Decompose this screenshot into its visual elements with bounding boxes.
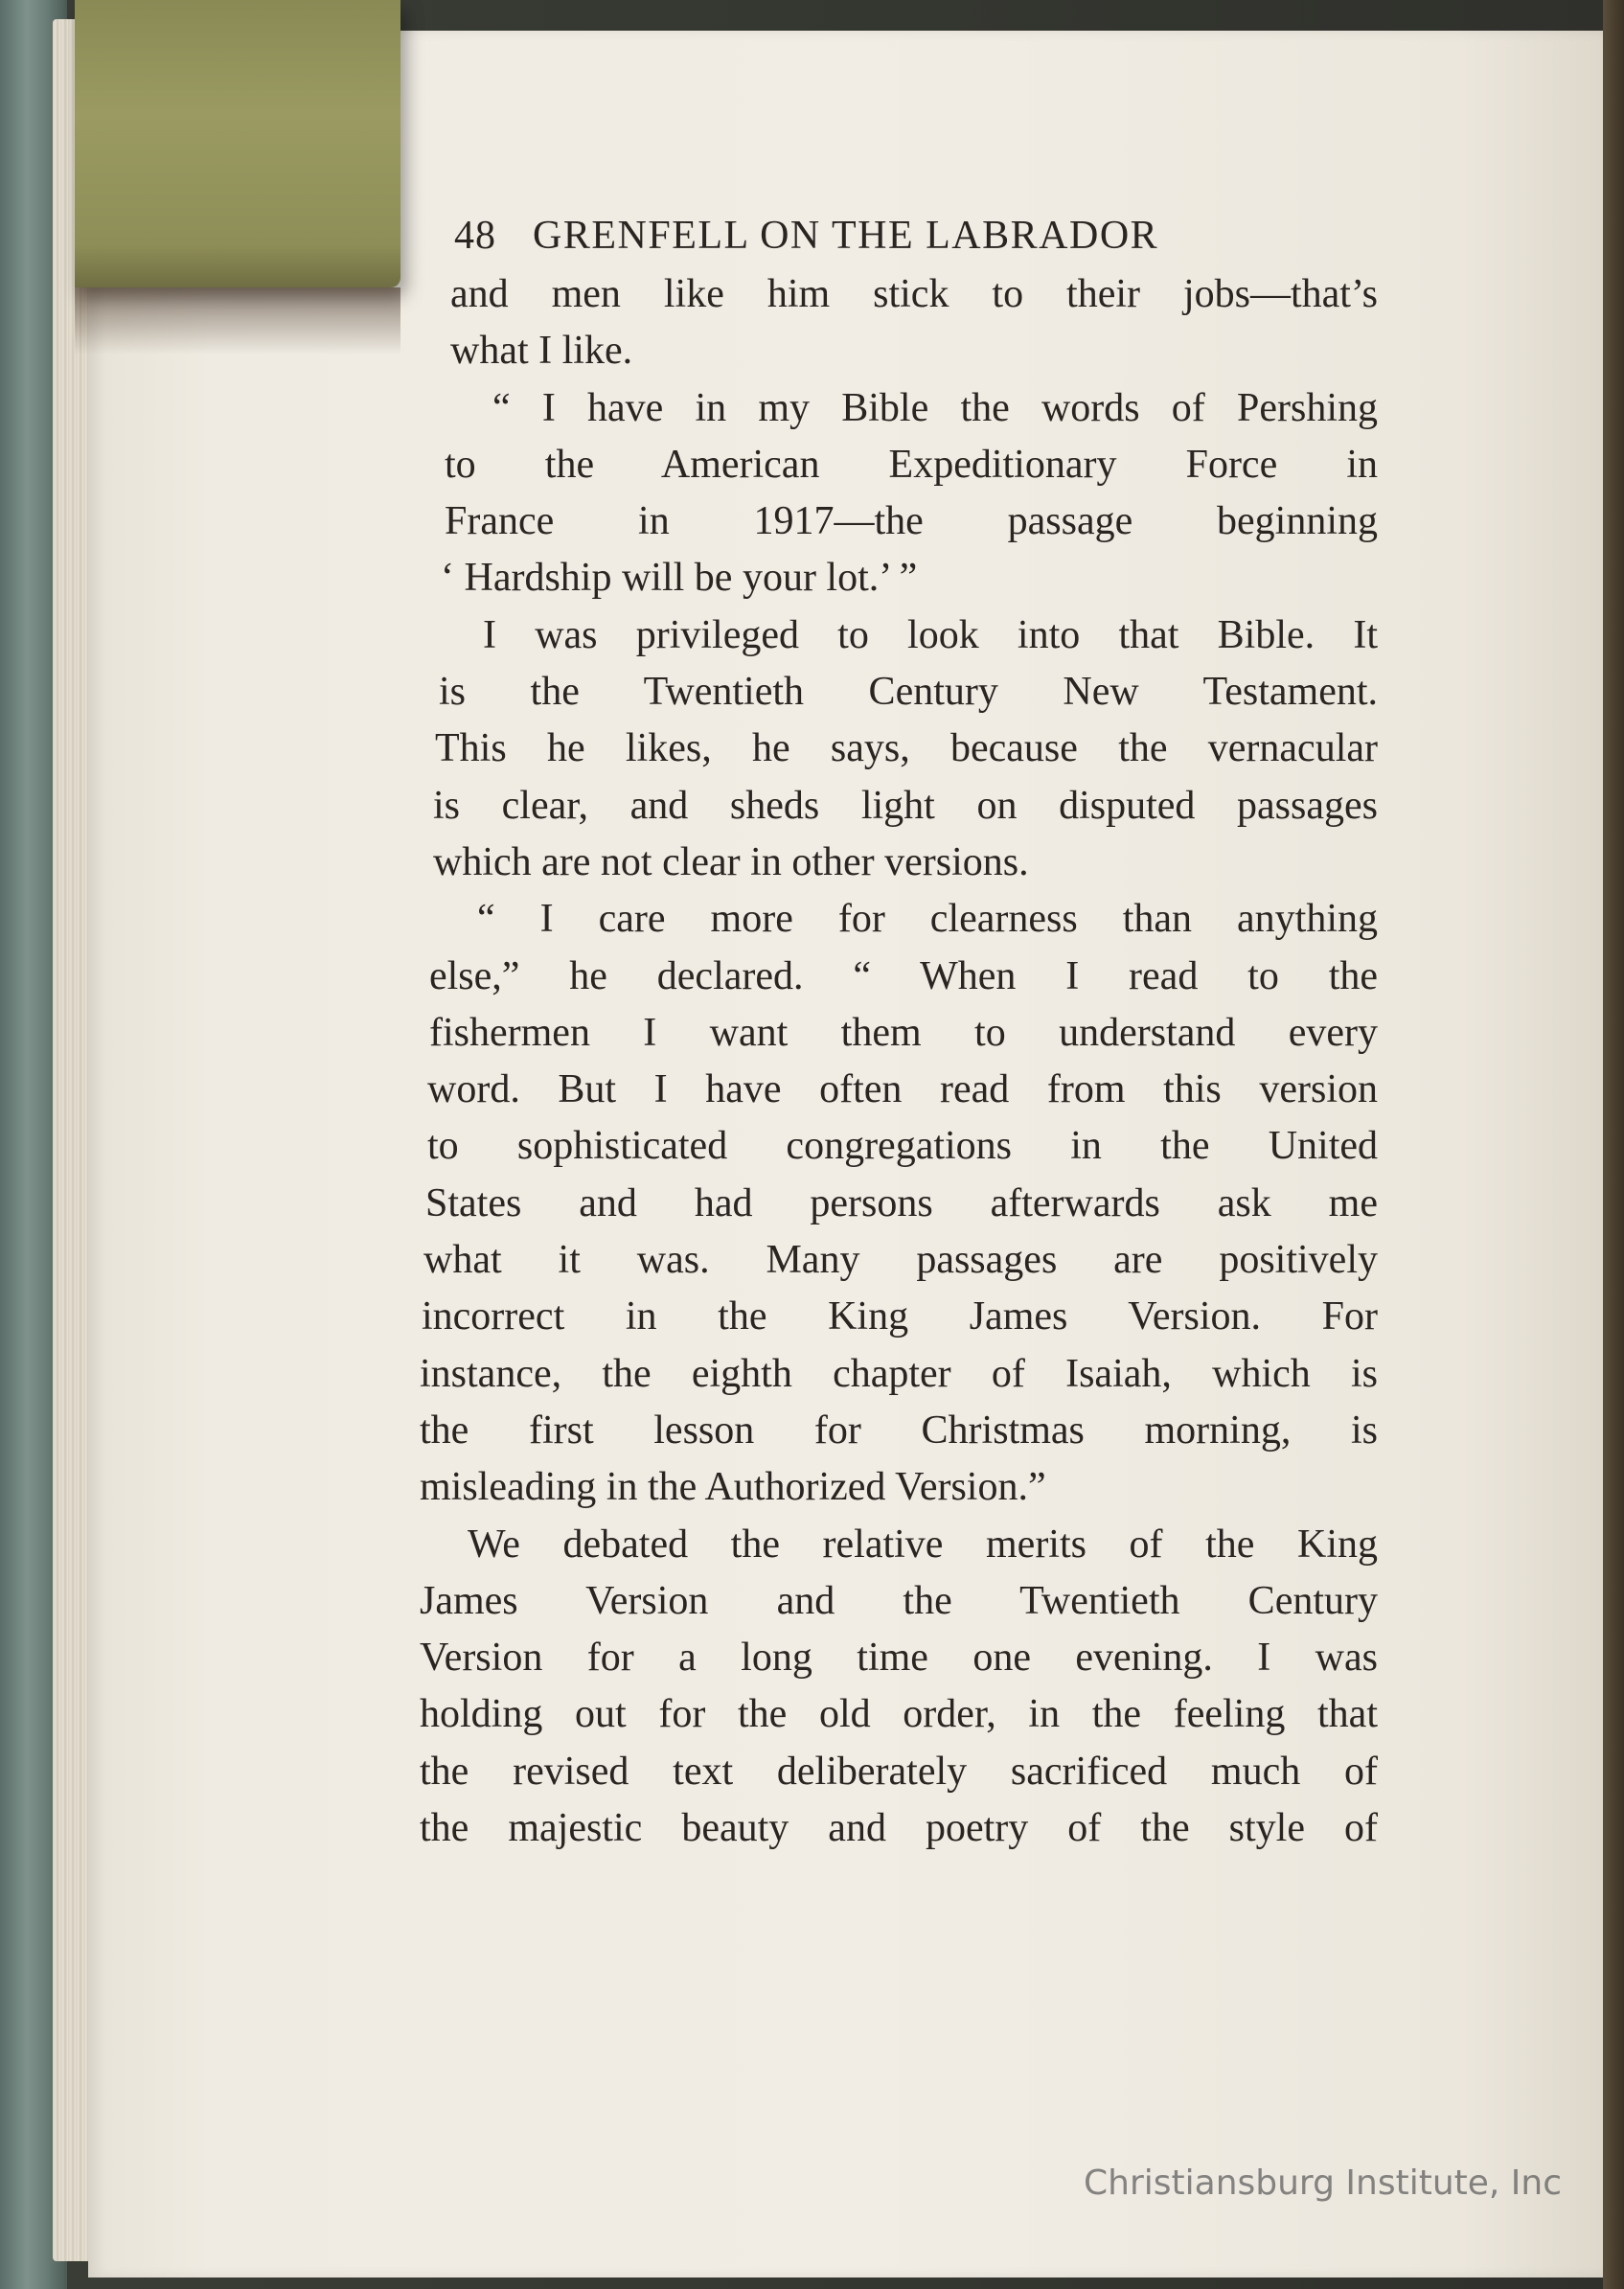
body-line: This he likes, he says, because the vernacular xyxy=(435,726,1378,771)
body-line: States and had persons afterwards ask me xyxy=(425,1180,1378,1225)
watermark-credit: Christiansburg Institute, Inc xyxy=(1084,2163,1563,2203)
body-line: I was privileged to look into that Bible. It xyxy=(483,612,1378,657)
body-line: incorrect in the King James Version. For xyxy=(422,1294,1378,1339)
body-line: “ I have in my Bible the words of Pershing xyxy=(492,385,1378,430)
body-line: James Version and the Twentieth Century xyxy=(420,1578,1378,1623)
body-line: else,” he declared. “ When I read to the xyxy=(429,953,1378,998)
body-line: to sophisticated congregations in the United xyxy=(427,1124,1378,1169)
body-line: instance, the eighth chapter of Isaiah, which is xyxy=(420,1351,1378,1396)
body-line: the revised text deliberately sacrificed much of xyxy=(420,1749,1378,1794)
body-line: France in 1917—the passage beginning xyxy=(445,499,1378,544)
body-line: to the American Expeditionary Force in xyxy=(445,442,1378,487)
page-number: 48 xyxy=(454,214,496,258)
body-line: what I like. xyxy=(450,329,633,374)
body-line: Version for a long time one evening. I was xyxy=(420,1636,1378,1681)
body-line: is the Twentieth Century New Testament. xyxy=(439,670,1378,715)
running-title: GRENFELL ON THE LABRADOR xyxy=(533,214,1159,258)
body-line: the first lesson for Christmas morning, is xyxy=(420,1408,1378,1453)
page-right-edge xyxy=(1603,0,1624,2289)
body-line: the majestic beauty and poetry of the style of xyxy=(420,1806,1378,1851)
body-line: fishermen I want them to understand every xyxy=(429,1010,1378,1055)
body-line: which are not clear in other versions. xyxy=(433,839,1029,884)
body-line: what it was. Many passages are positively xyxy=(423,1238,1378,1283)
page-text-block xyxy=(420,213,1378,1857)
body-line: holding out for the old order, in the feeling that xyxy=(420,1692,1378,1737)
body-line: word. But I have often read from this version xyxy=(427,1067,1378,1112)
running-head xyxy=(454,213,1376,259)
body-line: ‘ Hardship will be your lot.’ ” xyxy=(441,556,918,601)
body-line: is clear, and sheds light on disputed passages xyxy=(433,783,1378,828)
body-line: and men like him stick to their jobs—that’s xyxy=(450,272,1378,316)
body-line: “ I care more for clearness than anything xyxy=(477,897,1378,942)
body-line: We debated the relative merits of the King xyxy=(468,1522,1378,1567)
bookmark-tab xyxy=(75,0,400,287)
body-line: misleading in the Authorized Version.” xyxy=(420,1465,1046,1510)
